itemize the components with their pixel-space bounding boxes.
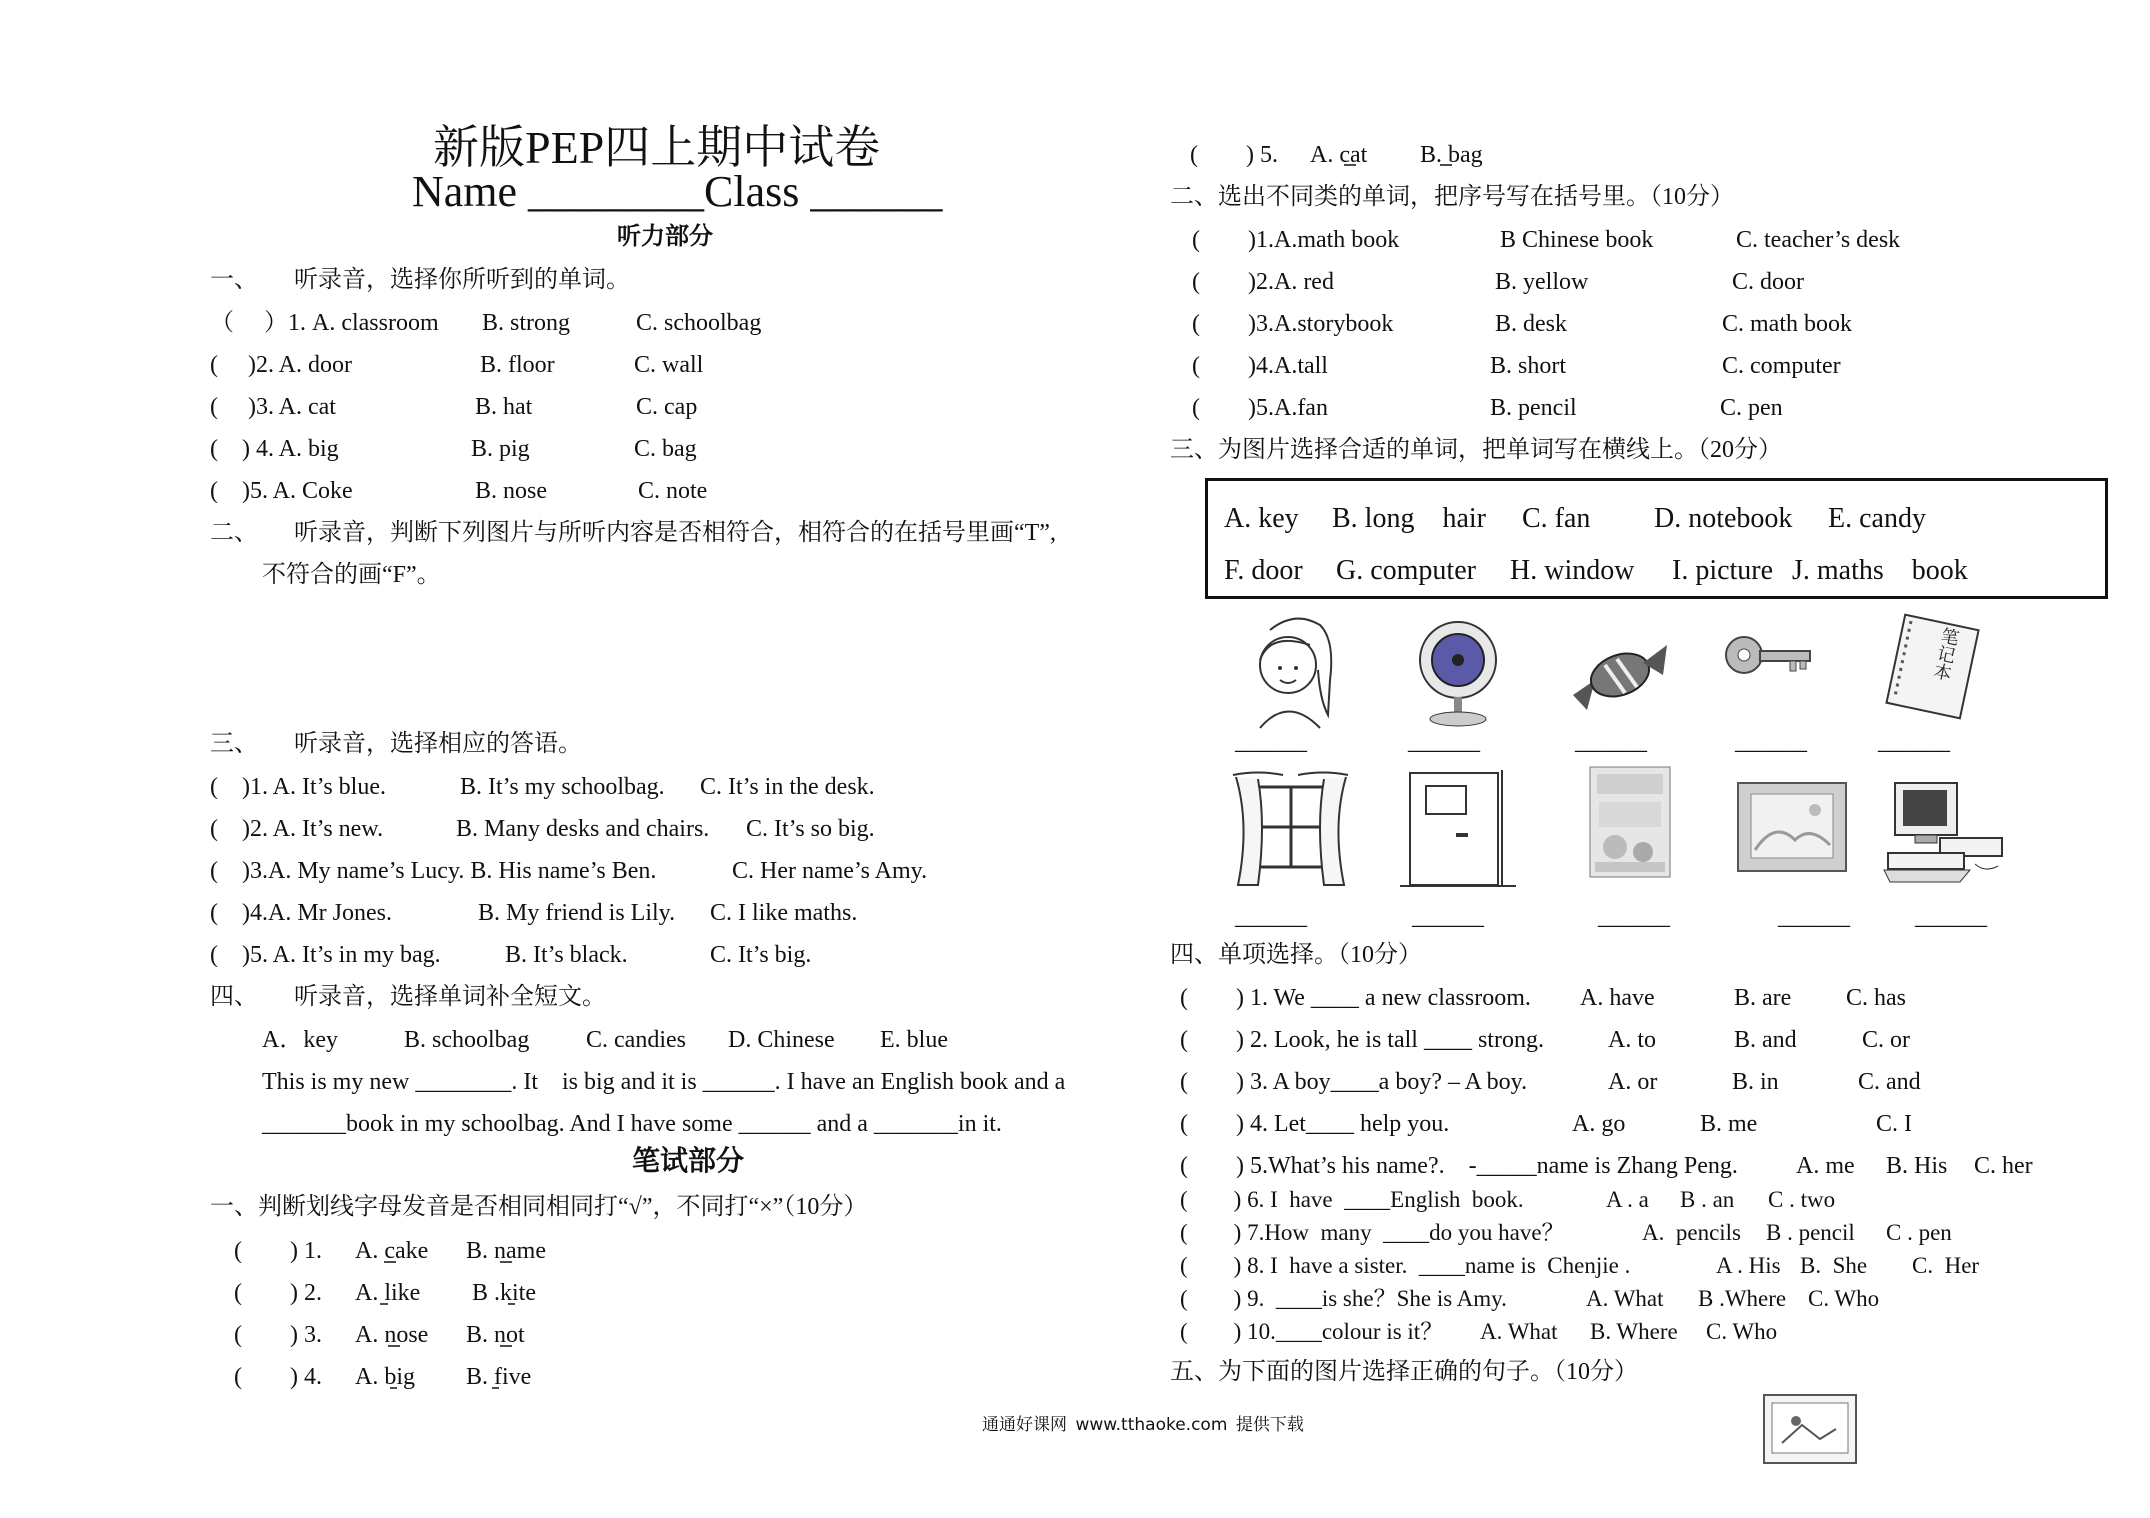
option-a: ( )1.A.math book xyxy=(1192,227,1400,253)
listening-section-3-title: 三、 听录音，选择相应的答语。 xyxy=(210,731,582,757)
key-picture xyxy=(1720,625,1820,705)
answer-blank: ______ xyxy=(1598,904,1670,930)
item-number: ( )2. A. door xyxy=(210,352,352,378)
option-b: B. She xyxy=(1800,1253,1868,1278)
option-b: B. not xyxy=(466,1322,525,1348)
option-b: B. in xyxy=(1732,1069,1779,1095)
option-c: C. bag xyxy=(634,436,697,462)
answer-a: ( )4.A. Mr Jones. xyxy=(210,900,392,926)
answer-blank: ______ xyxy=(1408,729,1480,755)
item-number: ( ) 2. xyxy=(234,1280,322,1306)
answer-blank: ______ xyxy=(1235,904,1307,930)
option-b: B. His xyxy=(1886,1153,1948,1179)
item-number: ( )5. A. Coke xyxy=(210,478,353,504)
notebook-picture xyxy=(1880,612,1990,722)
option-a: A. me xyxy=(1796,1153,1855,1179)
option-c: C. Her xyxy=(1912,1253,1980,1278)
box-word: D. notebook xyxy=(1654,503,1793,534)
question: ( ) 10.____colour is it？ xyxy=(1180,1319,1444,1344)
window-picture xyxy=(1228,765,1353,895)
option-b: B . pencil xyxy=(1766,1220,1855,1245)
word-option: B. schoolbag xyxy=(404,1027,530,1053)
answer-b: B. It’s black. xyxy=(505,942,628,968)
question: ( ) 5.What’s his name?. -_____name is Zhang Peng. xyxy=(1180,1153,1738,1179)
option-a: ( )4.A.tall xyxy=(1192,353,1328,379)
option-b: B. and xyxy=(1734,1027,1797,1053)
option-a: A. have xyxy=(1580,985,1655,1011)
answer-blank: ______ xyxy=(1878,729,1950,755)
word-option: D. Chinese xyxy=(728,1027,835,1053)
writing-section-4-title: 四、单项选择。（10分） xyxy=(1170,942,1422,968)
box-word: B. long hair xyxy=(1332,503,1486,534)
word-box xyxy=(1205,478,2108,599)
reading-scene-picture xyxy=(1762,1393,1858,1465)
question: ( ) 3. A boy____a boy? – A boy. xyxy=(1180,1069,1528,1095)
option-b: B Chinese book xyxy=(1500,227,1654,253)
box-word: J. maths book xyxy=(1792,555,1968,586)
writing-heading: 笔试部分 xyxy=(632,1146,745,1177)
option-a: A. pencils xyxy=(1642,1220,1742,1245)
answer-c: C. It’s in the desk. xyxy=(700,774,875,800)
option-a: A. cat xyxy=(1310,142,1368,168)
picture-frame-picture xyxy=(1735,780,1850,875)
answer-c: C. It’s big. xyxy=(710,942,812,968)
option-b: B. Where xyxy=(1590,1319,1678,1344)
item-number: ( ) 3. xyxy=(234,1322,322,1348)
maths-book-picture xyxy=(1585,762,1675,882)
question: ( ) 1. We ____ a new classroom. xyxy=(1180,985,1531,1011)
option-b: B. nose xyxy=(475,478,547,504)
question: ( ) 9. ____is she？She is Amy. xyxy=(1180,1286,1507,1311)
item-number: ( ) 4. xyxy=(234,1364,322,1390)
box-word: G. computer xyxy=(1336,555,1476,586)
box-word: F. door xyxy=(1224,555,1303,586)
listening-section-1-title: 一、 听录音，选择你所听到的单词。 xyxy=(210,267,630,293)
option-a: A. to xyxy=(1608,1027,1656,1053)
word-option: E. blue xyxy=(880,1027,948,1053)
option-a: A. big xyxy=(355,1364,415,1390)
option-c: C. and xyxy=(1858,1069,1921,1095)
passage-line-1: This is my new ________. It is big and it is ______. I have an English book and a xyxy=(262,1069,1066,1095)
option-c: C. schoolbag xyxy=(636,310,762,336)
option-a: A. What xyxy=(1480,1319,1558,1344)
answer-a: ( )3.A. My name’s Lucy. B. His name’s Ben. xyxy=(210,858,657,884)
answer-a: ( )5. A. It’s in my bag. xyxy=(210,942,441,968)
option-a: A. or xyxy=(1608,1069,1658,1095)
option-b: B. short xyxy=(1490,353,1567,379)
option-b: B. floor xyxy=(480,352,555,378)
box-word: A. key xyxy=(1224,503,1299,534)
answer-c: C. It’s so big. xyxy=(746,816,875,842)
answer-b: B. Many desks and chairs. xyxy=(456,816,710,842)
question: ( ) 8. I have a sister. ____name is Chenjie . xyxy=(1180,1253,1631,1278)
option-c: C. pen xyxy=(1720,395,1783,421)
answer-blank: ______ xyxy=(1575,729,1647,755)
item-number: ( ) 5. xyxy=(1190,142,1278,168)
option-b: B. desk xyxy=(1495,311,1567,337)
option-b: B. five xyxy=(466,1364,532,1390)
option-a: A. like xyxy=(355,1280,421,1306)
writing-section-1-title: 一、判断划线字母发音是否相同相同打“√”，不同打“×”（10分） xyxy=(210,1194,868,1220)
listening-section-2-title-cont: 不符合的画“F”。 xyxy=(262,562,441,588)
option-b: B. yellow xyxy=(1495,269,1589,295)
answer-blank: ______ xyxy=(1235,729,1307,755)
option-a: A. cake xyxy=(355,1238,429,1264)
option-b: B. strong xyxy=(482,310,571,336)
option-c: C. Who xyxy=(1706,1319,1778,1344)
box-word: C. fan xyxy=(1522,503,1591,534)
listening-section-2-title: 二、 听录音，判断下列图片与所听内容是否相符合，相符合的在括号里画“T”, xyxy=(210,520,1056,546)
candy-picture xyxy=(1565,635,1675,715)
question: ( ) 7.How many ____do you have？ xyxy=(1180,1220,1565,1245)
answer-blank: ______ xyxy=(1915,904,1987,930)
question: ( ) 4. Let____ help you. xyxy=(1180,1111,1450,1137)
item-number: ( ) 1. xyxy=(234,1238,322,1264)
girl-long-hair-picture xyxy=(1240,610,1340,730)
listening-section-4-title: 四、 听录音，选择单词补全短文。 xyxy=(210,984,606,1010)
box-word: E. candy xyxy=(1828,503,1926,534)
option-b: B .Where xyxy=(1698,1286,1787,1311)
option-c: C. door xyxy=(1732,269,1804,295)
option-b: B. are xyxy=(1734,985,1792,1011)
item-number: ( )3. A. cat xyxy=(210,394,336,420)
question: ( ) 6. I have ____English book. xyxy=(1180,1187,1524,1212)
box-word: H. window xyxy=(1510,555,1635,586)
fan-picture xyxy=(1410,615,1510,730)
item-number: ( ) 4. A. big xyxy=(210,436,339,462)
answer-a: ( )2. A. It’s new. xyxy=(210,816,384,842)
option-a: A . His xyxy=(1716,1253,1781,1278)
option-a: A. go xyxy=(1572,1111,1626,1137)
computer-picture xyxy=(1880,778,2010,888)
door-picture xyxy=(1398,768,1518,893)
item-number: （ ）1. A. classroom xyxy=(210,310,439,336)
option-c: C. teacher’s desk xyxy=(1736,227,1901,253)
answer-c: C. I like maths. xyxy=(710,900,858,926)
option-c: C . pen xyxy=(1886,1220,1952,1245)
option-c: C. her xyxy=(1974,1153,2033,1179)
answer-b: B. It’s my schoolbag. xyxy=(460,774,665,800)
option-c: C. or xyxy=(1862,1027,1910,1053)
answer-a: ( )1. A. It’s blue. xyxy=(210,774,386,800)
option-a: ( )3.A.storybook xyxy=(1192,311,1394,337)
option-c: C. math book xyxy=(1722,311,1852,337)
option-c: C. note xyxy=(638,478,708,504)
writing-section-2-title: 二、选出不同类的单词，把序号写在括号里。（10分） xyxy=(1170,184,1734,210)
answer-b: B. My friend is Lily. xyxy=(478,900,676,926)
option-b: B. pencil xyxy=(1490,395,1577,421)
option-b: B . an xyxy=(1680,1187,1735,1212)
option-c: C. cap xyxy=(636,394,698,420)
name-class-line: Name ________Class ______ xyxy=(412,167,943,216)
option-a: ( )5.A.fan xyxy=(1192,395,1328,421)
listening-heading: 听力部分 xyxy=(617,224,713,250)
notebook-cover-text: 笔记本 xyxy=(1929,625,1961,683)
option-a: A. What xyxy=(1586,1286,1664,1311)
option-a: ( )2.A. red xyxy=(1192,269,1334,295)
option-c: C. computer xyxy=(1722,353,1841,379)
option-b: B. me xyxy=(1700,1111,1758,1137)
option-c: C . two xyxy=(1768,1187,1836,1212)
box-word: I. picture xyxy=(1672,555,1774,586)
word-option: C. candies xyxy=(586,1027,686,1053)
page-title: 新版PEP四上期中试卷 xyxy=(433,122,881,173)
writing-section-5-title: 五、为下面的图片选择正确的句子。（10分） xyxy=(1170,1359,1638,1385)
option-c: C. Who xyxy=(1808,1286,1880,1311)
word-option: A．key xyxy=(262,1027,338,1053)
option-b: B .kite xyxy=(472,1280,536,1306)
answer-blank: ______ xyxy=(1412,904,1484,930)
option-c: C. I xyxy=(1876,1111,1912,1137)
option-a: A . a xyxy=(1606,1187,1649,1212)
option-c: C. has xyxy=(1846,985,1906,1011)
option-c: C. wall xyxy=(634,352,704,378)
writing-section-3-title: 三、为图片选择合适的单词，把单词写在横线上。（20分） xyxy=(1170,437,1782,463)
question: ( ) 2. Look, he is tall ____ strong. xyxy=(1180,1027,1544,1053)
footer-credit: 通通好课网 www.tthaoke.com 提供下载 xyxy=(982,1415,1304,1435)
option-b: B. name xyxy=(466,1238,546,1264)
answer-c: C. Her name’s Amy. xyxy=(732,858,928,884)
answer-blank: ______ xyxy=(1735,729,1807,755)
answer-blank: ______ xyxy=(1778,904,1850,930)
passage-line-2: _______book in my schoolbag. And I have some ______ and a _______in it. xyxy=(262,1111,1002,1137)
option-b: B. hat xyxy=(475,394,533,420)
option-b: B. pig xyxy=(471,436,530,462)
option-b: B. bag xyxy=(1420,142,1483,168)
option-a: A. nose xyxy=(355,1322,429,1348)
